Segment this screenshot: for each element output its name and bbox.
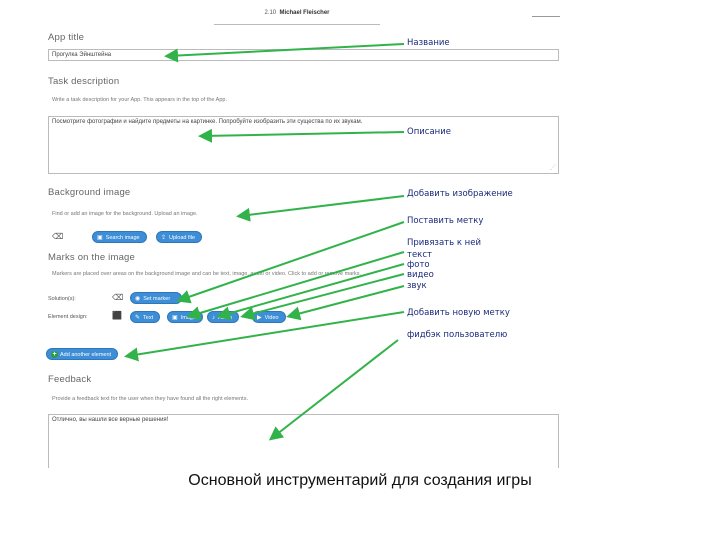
search-image-label: Search image [105,235,140,241]
arrow-set-marker [180,222,404,300]
arrow-description [202,132,404,136]
feedback-help: Provide a feedback text for the user when they have found all the right elements. [52,396,248,402]
arrow-add-mark [128,312,404,356]
marks-label: Marks on the image [48,252,136,263]
add-element-label: Add another element [60,352,112,358]
solution-label: Solution(s): [48,296,76,302]
feedback-text: Отлично, вы нашли все верные решения! [52,417,169,423]
marker-icon: ◉ [135,296,141,302]
element-design-label: Element design: [48,314,88,320]
background-image-help: Find or add an image for the background. Upload an image. [52,211,198,217]
app-title-input[interactable]: Прогулка Эйнштейна [48,49,559,61]
task-description-label: Task description [48,76,120,87]
element-tag-icon: ⬛ [112,311,122,320]
arrow-title [168,44,404,56]
annotation-set-marker: Поставить метку [407,216,484,226]
slide-caption: Основной инструментарий для создания игры [188,472,532,489]
annotation-sound: звук [407,281,427,291]
video-icon: ▶ [257,315,262,321]
resize-handle-icon[interactable]: ⋰ [550,165,556,171]
audio-button-label: Audio [218,315,233,321]
text-button-label: Text [143,315,154,321]
annotation-photo: фото [407,260,430,270]
annotation-description: Описание [407,127,451,137]
upload-icon: ⇪ [161,235,167,241]
video-button-label: Video [264,315,279,321]
image-button-label: Image [180,315,196,321]
plus-icon: + [52,351,57,358]
picture-icon: ▣ [172,315,178,321]
arrow-text [190,252,404,316]
marks-help: Markers are placed over areas on the background image and can be text, image, audio or video. Click to add or remove marks. [52,271,362,277]
delete-solution-icon[interactable]: ⌫ [112,293,124,302]
background-image-label: Background image [48,187,131,198]
annotation-text: текст [407,250,432,260]
audio-icon: ♪ [212,315,215,321]
set-marker-label: Set marker [143,296,171,302]
annotation-video: видео [407,270,434,280]
arrow-image [220,264,404,316]
upload-file-label: Upload file [169,235,196,241]
feedback-label: Feedback [48,374,92,385]
annotation-add-image: Добавить изображение [407,189,513,199]
arrow-video [244,274,404,316]
header-user: Michael Fleischer [279,10,330,16]
image-icon: ▣ [97,235,103,241]
app-title-label: App title [48,32,85,43]
arrow-feedback [272,340,398,438]
annotation-title: Название [407,38,450,48]
header-version: 2.10 [264,10,277,16]
task-description-text: Посмотрите фотографии и найдите предметы на картинке. Попробуйте изобразить эти существа по их звукам. [52,119,363,125]
text-icon: ✎ [135,315,141,321]
annotation-add-mark: Добавить новую метку [407,308,510,318]
annotation-feedback: фидбэк пользователю [407,330,508,340]
annotation-attach: Привязать к ней [407,238,481,248]
arrow-add-image [240,196,404,216]
delete-image-icon[interactable]: ⌫ [52,232,64,241]
task-description-help: Write a task description for your App. This appears in the top of the App. [52,97,227,103]
